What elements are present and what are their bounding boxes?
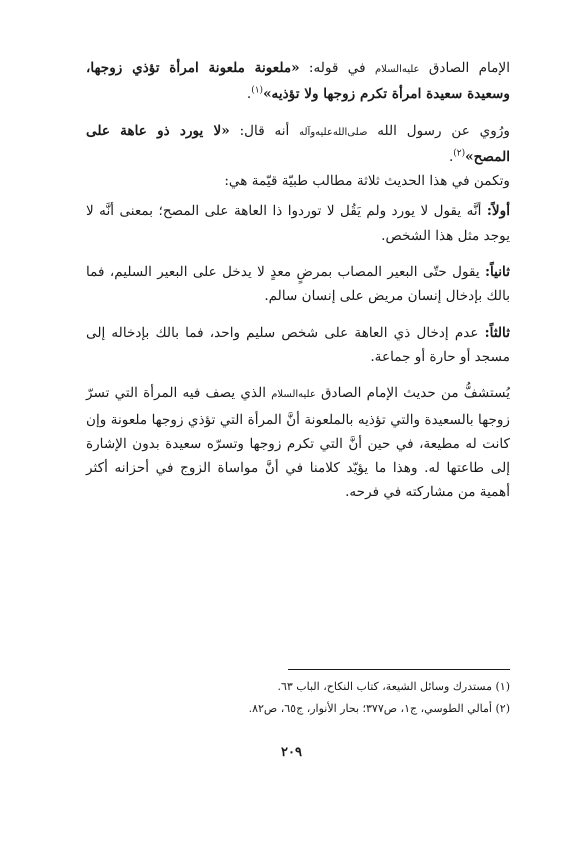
point-third xyxy=(86,321,510,370)
text-run: ورُوي عن رسول الله xyxy=(367,122,511,139)
text-run: أنه قال: xyxy=(229,122,300,139)
footnote-separator xyxy=(288,669,510,670)
footnote-ref: (١) xyxy=(251,85,264,96)
hadith-paragraph-2 xyxy=(86,119,510,170)
main-text xyxy=(86,56,510,505)
page-number: ٢٠٩ xyxy=(281,745,302,760)
point-first xyxy=(86,199,510,248)
text-run: . xyxy=(246,86,252,103)
footnote-1: (١) مستدرك وسائل الشيعة، كتاب النكاح، الباب ٦٣. xyxy=(277,680,510,693)
honorific: عليه‌السلام xyxy=(271,389,316,401)
text-run: . xyxy=(448,148,454,165)
footnote-ref: (٢) xyxy=(453,148,466,159)
conclusion-paragraph xyxy=(86,381,510,504)
point-text: عدم إدخال ذي العاهة على شخص سليم واحد، فما بالك بإدخاله إلى مسجد أو حارة أو جماعة. xyxy=(86,324,510,365)
text-run: الذي يصف فيه المرأة التي تسرّ زوجها بالسعيدة والتي تؤذيه بالملعونة أنَّ المرأة التي تؤذي زوجها ملعونة وإن كانت له مطيعة، في حين أنَّ التي تكرم زوجها وتسرّه سعيدة بدون الإشارة إلى طاعتها له. وهذا ما يؤيّد كلامنا في أنَّ مواساة الزوج في أحزانه أكثر أهمية من مشاركته في فرحه. xyxy=(86,385,510,501)
point-text: أنَّه يقول لا يورد ولم يَقُل لا توردوا ذا العاهة على المصح؛ بمعنى أنَّه لا يوجد مثل هذا الشخص. xyxy=(86,203,510,244)
point-text: يقول حتّى البعير المصاب بمرضٍ معدٍ لا يدخل على البعير السليم، فما بالك بإدخال إنسان مريض على إنسان سالم. xyxy=(86,264,510,305)
honorific: صلى‌الله‌عليه‌وآله xyxy=(299,126,368,138)
footnotes xyxy=(120,676,510,720)
text-run: الإمام الصادق xyxy=(419,60,510,76)
honorific: عليه‌السلام xyxy=(374,64,420,75)
footnote-2: (٢) أمالي الطوسي، ج١، ص٣٧٧؛ بحار الأنوار، ج٦٥، ص٨٢. xyxy=(248,702,510,715)
hadith-quote: «ملعونة ملعونة امرأة تؤذي زوجها، وسعيدة سعيدة امرأة تكرم زوجها ولا تؤذيه» xyxy=(86,60,510,103)
intro-line: وتكمن في هذا الحديث ثلاثة مطالب طبيّة قيّمة هي: xyxy=(224,173,510,190)
point-second xyxy=(86,260,510,309)
point-label: أولاً: xyxy=(486,203,510,220)
point-label: ثالثاً: xyxy=(484,324,510,341)
text-run: في قوله: xyxy=(299,60,375,76)
text-run: يُستشفُّ من حديث الإمام الصادق xyxy=(315,385,511,402)
hadith-paragraph-1 xyxy=(86,56,510,107)
hadith-quote: «لا يورد ذو عاهة على المصح» xyxy=(86,122,510,165)
point-label: ثانياً: xyxy=(485,264,510,281)
